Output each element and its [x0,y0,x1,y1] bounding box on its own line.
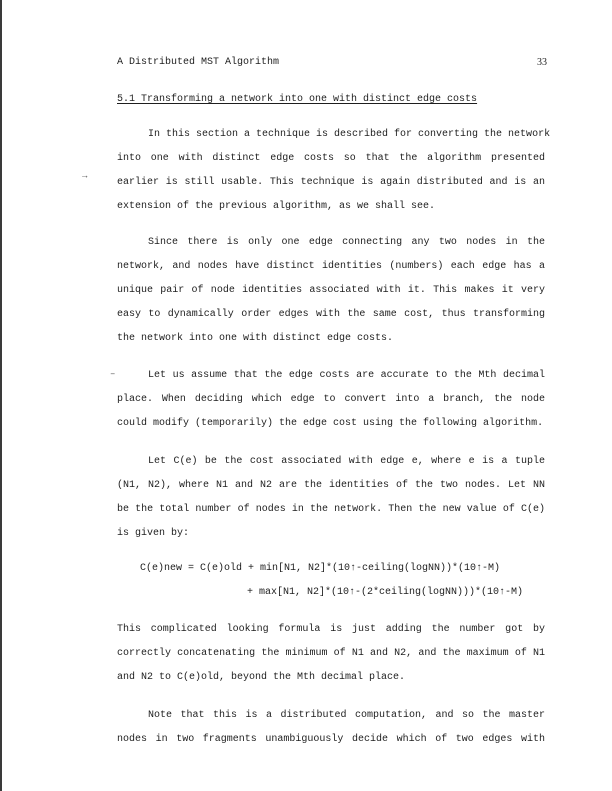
running-header: A Distributed MST Algorithm [117,57,280,68]
paragraph-line: extension of the previous algorithm, as we shall see. [117,201,436,212]
scan-artifact-mark: → [82,171,88,181]
paragraph-line: be the total number of nodes in the network. Then the new value of C(e) [117,504,545,515]
paragraph-line: In this section a technique is described for converting the network [148,129,551,140]
paragraph-line: could modify (temporarily) the edge cost using the following algorithm. [117,418,544,429]
paragraph-line: place. When deciding which edge to convert into a branch, the node [117,394,545,405]
paragraph-line: and N2 to C(e)old, beyond the Mth decimal place. [117,672,406,683]
paragraph-line: (N1, N2), where N1 and N2 are the identities of the two nodes. Let NN [117,480,545,491]
scan-artifact-mark: – [110,369,116,379]
paragraph-line: is given by: [117,528,190,539]
paragraph-line: unique pair of node identities associated with it. This makes it very [117,285,545,296]
formula-line-2: + max[N1, N2]*(10↑-(2*ceiling(logNN)))*(10↑-M) [247,587,524,598]
paragraph-line: the network into one with distinct edge costs. [117,333,394,344]
formula-line-1: C(e)new = C(e)old + min[N1, N2]*(10↑-ceiling(logNN))*(10↑-M) [140,563,501,574]
paragraph-line: network, and nodes have distinct identities (numbers) each edge has a [117,261,545,272]
paragraph-line: nodes in two fragments unambiguously decide which of two edges with [117,734,545,745]
paragraph-line: earlier is still usable. This technique is again distributed and is an [117,177,545,188]
paragraph-line: Note that this is a distributed computation, and so the master [148,710,545,721]
page-left-edge [0,0,2,791]
page-number: 33 [537,57,547,68]
paragraph-line: Since there is only one edge connecting any two nodes in the [148,237,545,248]
paragraph-line: Let us assume that the edge costs are accurate to the Mth decimal [148,370,545,381]
paragraph-line: into one with distinct edge costs so that the algorithm presented [117,153,545,164]
paragraph-line: easy to dynamically order edges with the same cost, thus transforming [117,309,545,320]
section-heading: 5.1 Transforming a network into one with distinct edge costs [117,94,478,105]
paragraph-line: This complicated looking formula is just adding the number got by [117,624,545,635]
paragraph-line: Let C(e) be the cost associated with edge e, where e is a tuple [148,456,545,467]
paragraph-line: correctly concatenating the minimum of N1 and N2, and the maximum of N1 [117,648,545,659]
